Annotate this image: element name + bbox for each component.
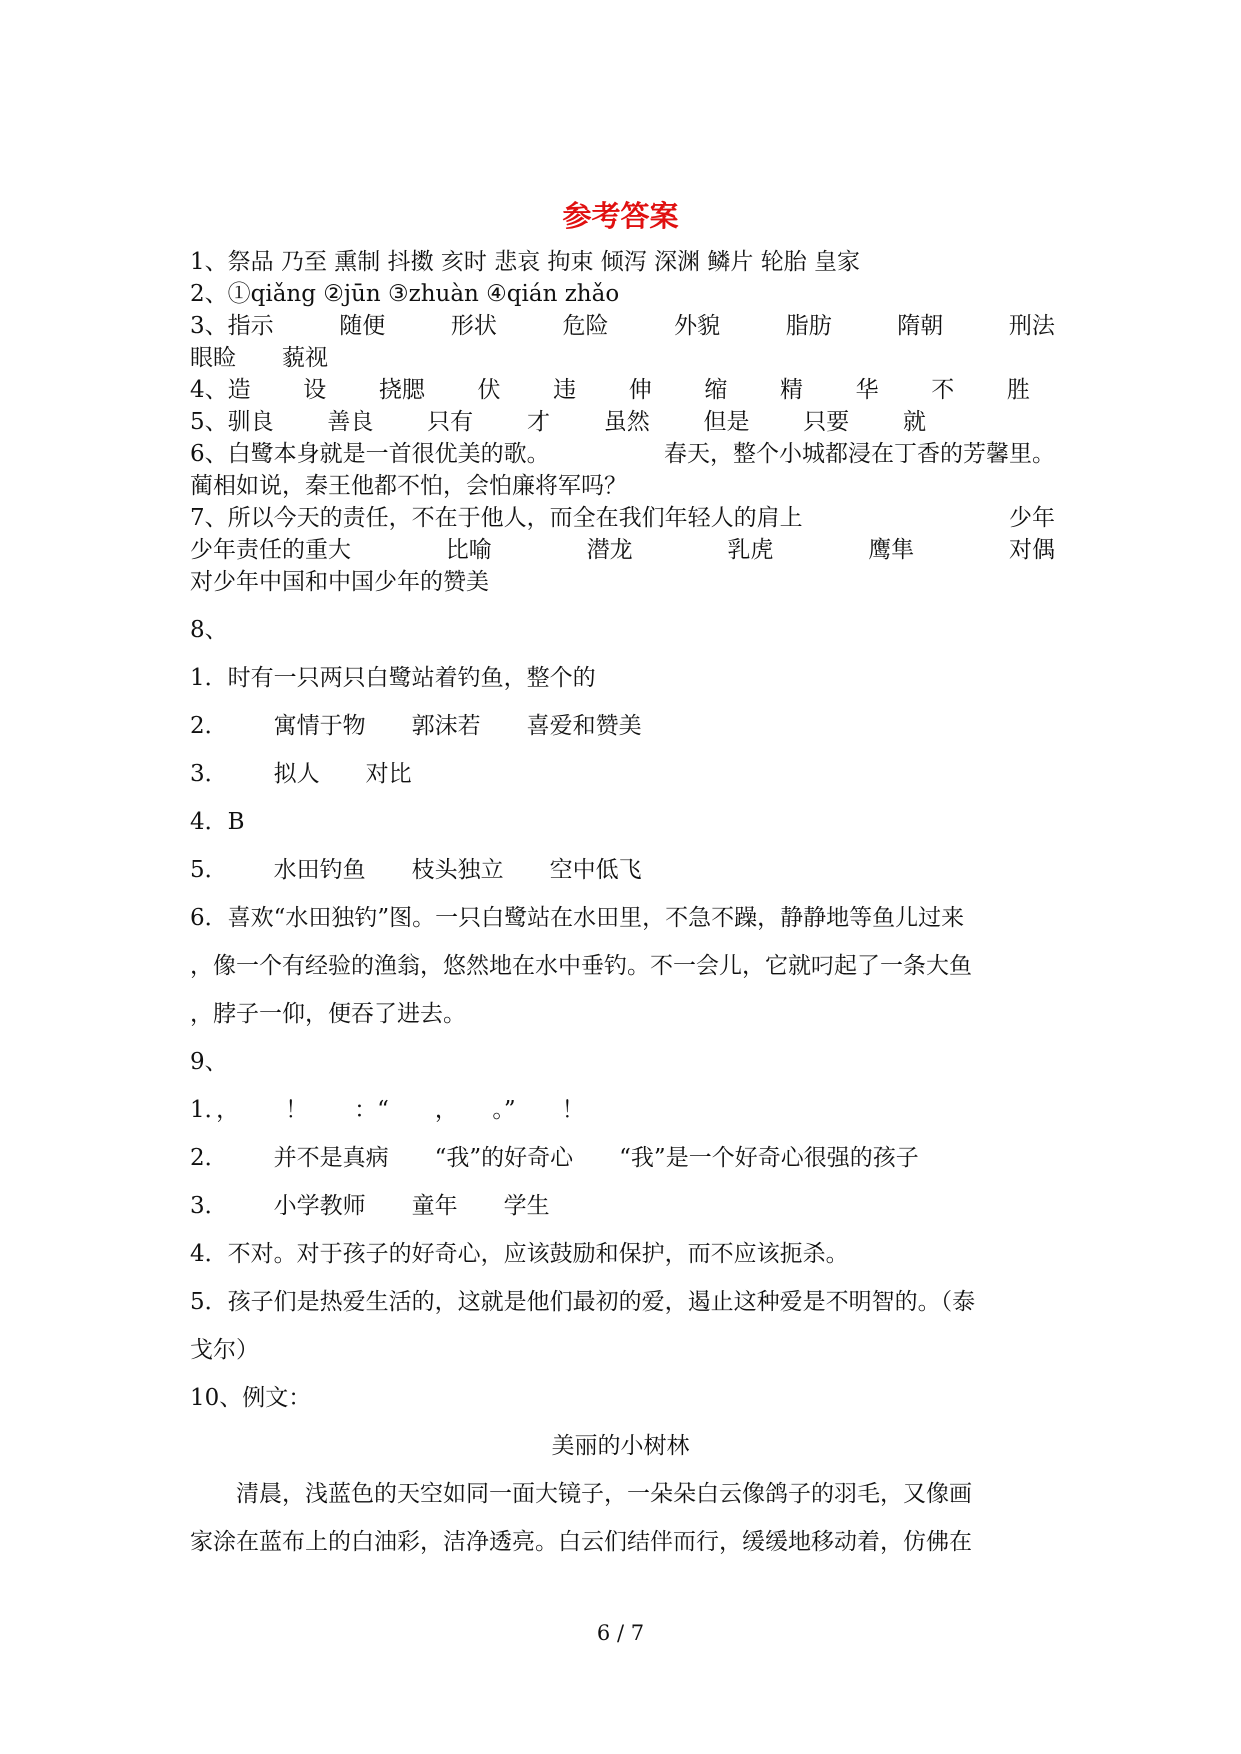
word: 华: [855, 377, 879, 403]
word: 眼睑: [190, 345, 236, 371]
word: 少年责任的重大: [190, 537, 351, 563]
word: 少年: [1009, 505, 1055, 531]
word: 违: [553, 377, 577, 403]
answer-9-5-line1: 5．孩子们是热爱生活的，这就是他们最初的爱，遏止这种爱是不明智的。（泰: [190, 1289, 976, 1315]
word: 3、指示: [190, 313, 274, 339]
word: “我”是一个好奇心很强的孩子: [619, 1145, 919, 1171]
word: 学生: [503, 1193, 550, 1219]
word: 挠腮: [378, 377, 425, 403]
answer-8-5: [190, 854, 688, 886]
word: 外貌: [674, 313, 721, 339]
word: 寓情于物: [273, 713, 366, 739]
word: 随便: [339, 313, 386, 339]
word: 伏: [477, 377, 501, 403]
sentence: 7、所以今天的责任，不在于他人，而全在我们年轻人的肩上: [190, 505, 803, 531]
word: 喜爱和赞美: [526, 713, 642, 739]
page-title: 参考答案: [562, 199, 679, 233]
num: 2．: [190, 713, 228, 739]
word: 鹰隼: [868, 537, 915, 563]
word: 伸: [628, 377, 652, 403]
punct: ！: [285, 1097, 309, 1123]
answer-9-heading: 9、: [190, 1049, 228, 1075]
answer-7-row2: [190, 534, 1055, 566]
punct: ！: [561, 1097, 585, 1123]
word: 精: [780, 377, 804, 403]
word: 胜: [1006, 377, 1030, 403]
answer-2: 2、①qiǎng ②jūn ③zhuàn ④qián zhǎo: [190, 281, 620, 307]
word: 不: [931, 377, 955, 403]
word: 藐视: [282, 345, 328, 371]
sentence: 春天，整个小城都浸在丁香的芳馨里。: [664, 441, 1055, 467]
word: 水田钓鱼: [273, 857, 366, 883]
word: 比喻: [445, 537, 492, 563]
answer-8-6-line2: ，像一个有经验的渔翁，悠然地在水中垂钓。不一会儿，它就叼起了一条大鱼: [190, 953, 972, 979]
essay-title: 美丽的小树林: [551, 1433, 690, 1459]
answer-9-5-line2: 戈尔）: [190, 1337, 259, 1363]
word: 空中低飞: [549, 857, 642, 883]
word: 隋朝: [897, 313, 944, 339]
word: 小学教师: [273, 1193, 366, 1219]
word: 童年: [411, 1193, 458, 1219]
word: 才: [526, 409, 550, 435]
essay-paragraph-line2: 家涂在蓝布上的白油彩，洁净透亮。白云们结伴而行，缓缓地移动着，仿佛在: [190, 1529, 972, 1555]
word: 5、驯良: [190, 409, 274, 435]
word: 对偶: [1008, 537, 1055, 563]
num: 5．: [190, 857, 228, 883]
word: 但是: [703, 409, 750, 435]
answer-9-2: [190, 1142, 965, 1174]
num: 2．: [190, 1145, 228, 1171]
answer-8-heading: 8、: [190, 617, 228, 643]
word: 乳虎: [727, 537, 774, 563]
word: 缩: [704, 377, 728, 403]
word: 枝头独立: [411, 857, 504, 883]
word: 脂肪: [785, 313, 832, 339]
word: 设: [303, 377, 327, 403]
answer-7-row1: [190, 502, 1055, 534]
essay-paragraph-line1: 清晨，浅蓝色的天空如同一面大镜子，一朵朵白云像鸽子的羽毛，又像画: [236, 1481, 972, 1507]
answer-10-heading: 10、例文：: [190, 1385, 312, 1411]
word: 并不是真病: [273, 1145, 389, 1171]
answer-8-4: 4．B: [190, 809, 245, 835]
word: 4、造: [190, 377, 251, 403]
word: 对比: [365, 761, 412, 787]
answer-9-1: [190, 1094, 631, 1126]
answer-4: [190, 374, 1030, 406]
word: “我”的好奇心: [434, 1145, 574, 1171]
answer-6-row2: 蔺相如说，秦王他都不怕，会怕廉将军吗？: [190, 473, 627, 499]
word: 形状: [450, 313, 497, 339]
word: 只有: [427, 409, 474, 435]
word: 只要: [803, 409, 850, 435]
answer-8-6-line3: ，脖子一仰，便吞了进去。: [190, 1001, 466, 1027]
punct: ：“: [354, 1097, 389, 1123]
word: 拟人: [273, 761, 320, 787]
word: 郭沫若: [411, 713, 481, 739]
answer-6-row1: [190, 438, 1055, 470]
num: 3．: [190, 761, 228, 787]
answer-8-1: 1．时有一只两只白鹭站着钓鱼，整个的: [190, 665, 596, 691]
word: 潜龙: [586, 537, 633, 563]
page-number: 6 / 7: [596, 1621, 645, 1645]
answer-8-6-line1: 6．喜欢“水田独钓”图。一只白鹭站在水田里，不急不躁，静静地等鱼儿过来: [190, 905, 965, 931]
answer-9-4: 4．不对。对于孩子的好奇心，应该鼓励和保护，而不应该扼杀。: [190, 1241, 849, 1267]
word: 刑法: [1008, 313, 1055, 339]
answer-8-3: [190, 758, 458, 790]
punct: ，: [434, 1097, 447, 1123]
answer-5: [190, 406, 926, 438]
answer-3-row2: [190, 342, 374, 374]
word: 虽然: [603, 409, 650, 435]
word: 善良: [327, 409, 374, 435]
answer-7-row3: 对少年中国和中国少年的赞美: [190, 569, 489, 595]
punct: 1．，: [190, 1097, 240, 1123]
word: 就: [903, 409, 926, 435]
sentence: 6、白鹭本身就是一首很优美的歌。: [190, 441, 550, 467]
answer-9-3: [190, 1190, 596, 1222]
word: 危险: [562, 313, 609, 339]
answer-1: 1、祭品 乃至 熏制 抖擞 亥时 悲哀 拘束 倾泻 深渊 鳞片 轮胎 皇家: [190, 249, 861, 275]
answer-8-2: [190, 710, 688, 742]
punct: 。”: [492, 1097, 516, 1123]
num: 3．: [190, 1193, 228, 1219]
answer-3-row1: [190, 310, 1055, 342]
